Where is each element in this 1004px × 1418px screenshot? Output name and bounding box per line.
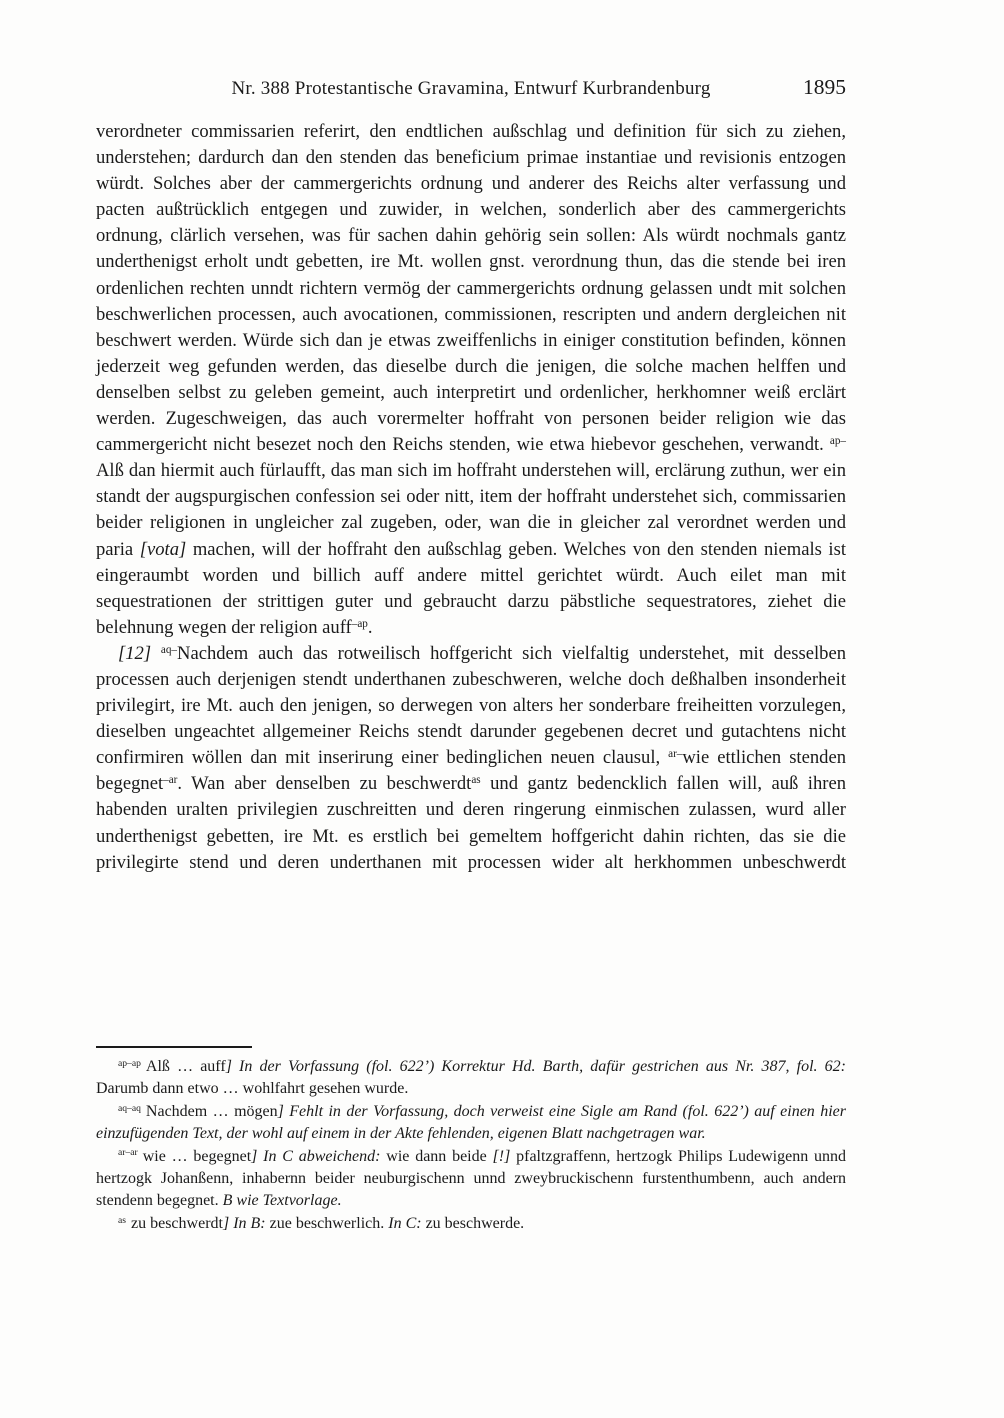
- footnote-ar: [96, 1146, 846, 1213]
- footnotes-block: [96, 1056, 846, 1235]
- footnote-text: zu beschwerdt] In B: zue beschwerlich. In C: zu beschwerde.: [131, 1214, 525, 1232]
- footnote-text: Alß … auff] In der Vorfassung (fol. 622’) Korrektur Hd. Barth, dafür gestrichen aus Nr. 387, fol. 62: Darumb dann etwo … wohlfahrt gesehen wurde.: [96, 1058, 847, 1098]
- footnote-ap: [96, 1056, 846, 1101]
- footnote-marker: aq–aq: [118, 1102, 141, 1114]
- footnote-marker: as: [118, 1214, 126, 1226]
- page-number: 1895: [803, 75, 846, 99]
- paragraph-continuation: verordneter commissarien referirt, den endtlichen außschlag und definition für sich zu ziehen, understehen; dardurch dan den stenden das beneficium primae instantiae und revisionis entzogen würdt. Solches aber der cammergerichts ordnung und anderer des Reichs alter verfassung und pacten außtrücklich entgegen und zuwider, in welchen, sonderlich aber des cammergerichts ordnung, clärlich versehen, was für sachen dahin gehörig sein sollen: Als würdt nochmals gantz underthenigst erholt undt gebetten, ire Mt. wollen gnst. verordnung thun, das die stende bei iren ordenlichen rechten unndt richtern vermög der cammergerichts ordnung gelassen undt mit solchen beschwerlichen processen, auch avocationen, commissionen, rescripten und andern dergleichen nit beschwert werden. Würde sich dan je etwas zweiffenlichs in einiger constitution befinden, können jederzeit weg gefunden werden, das dieselbe durch die jenigen, die solche machen helffen und denselben selbst zu geleben gemeint, auch interpretirt und ordenlicher, herkhomner weiß erclärt werden. Zugeschweigen, das auch vorermelter hoffraht von personen beider religion wie das cammergericht nicht besezet noch den Reichs stenden, wie etwa hiebevor geschehen, verwandt. $^{ap-}$Alß dan hiermit auch fürlaufft, das man sich im hoffraht understehen will, erclärung zuthun, wer ein standt der augspurgischen confession sei oder nitt, item der hoffraht understehet sich, commissarien beider religionen in ungleicher zal zugeben, oder, wan die in gleicher zal verordnet werden und paria [vota] machen, will der hoffraht den außschlag geben. Welches von den stenden niemals ist eingeraumbt worden und billich auff andere mittel gerichtet würdt. Auch eilet man mit sequestrationen der strittigen guter und gebraucht darzu päbstliche sequestratores, ziehet die belehnung wegen der religion auff$^{-ap}$.: [96, 121, 847, 638]
- running-title: Nr. 388 Protestantische Gravamina, Entwurf Kurbrandenburg: [231, 78, 711, 99]
- footnote-marker: ar–ar: [118, 1147, 138, 1159]
- footnote-separator-rule: [96, 1046, 252, 1048]
- footnote-text: Nachdem … mögen] Fehlt in der Vorfassung, doch verweist eine Sigle am Rand (fol. 622’) auf einen hier einzufügenden Text, der wohl auf einem in der Akte fehlenden, eigenen Blatt nachgetragen war.: [96, 1102, 846, 1143]
- page-header: [96, 75, 846, 104]
- body-text: [96, 119, 846, 876]
- footnote-aq: [96, 1101, 846, 1146]
- footnote-marker: ap–ap: [118, 1057, 141, 1069]
- paragraph-12: [12] $^{aq-}$Nachdem auch das rotweilisch hoffgericht sich vielfaltig understehet, mit desselben processen auch derjenigen stendt underthanen zubeschweren, welche doch deßhalben insonderheit privilegirt, ire Mt. auch den jenigen, so derwegen von alters her sonderbare freiheitten vorzulegen, dieselben ungeachtet allgemeiner Reichs stendt darunder gegebenen decret und gutachtens nicht confirmiren wöllen dan mit inserirung einer bedinglichen neuen clausul, $^{ar-}$wie ettlichen stenden begegnet$^{-ar}$. Wan aber denselben zu beschwerdt$^{as}$ und gantz bedencklich fallen will, auß ihren habenden uralten privilegien zuschreitten und deren ringerung einmischen zulassen, wurd aller underthenigst gebetten, ire Mt. es erstlich bei gemeltem hoffgericht dahin richten, das sie die privilegirte stend und deren underthanen mit processen wider alt herkhommen unbeschwerdt: [96, 642, 847, 873]
- footnote-as: [96, 1213, 846, 1235]
- footnote-text: wie … begegnet] In C abweichend: wie dann beide [!] pfaltzgraffenn, hertzogk Philips Ludewigenn unnd hertzogk Johanßenn, inhabernn beider neuburgischenn unnd zweybruckischenn furstenthumbenn, auch andern stendenn begegnet. B wie Textvorlage.: [96, 1147, 847, 1210]
